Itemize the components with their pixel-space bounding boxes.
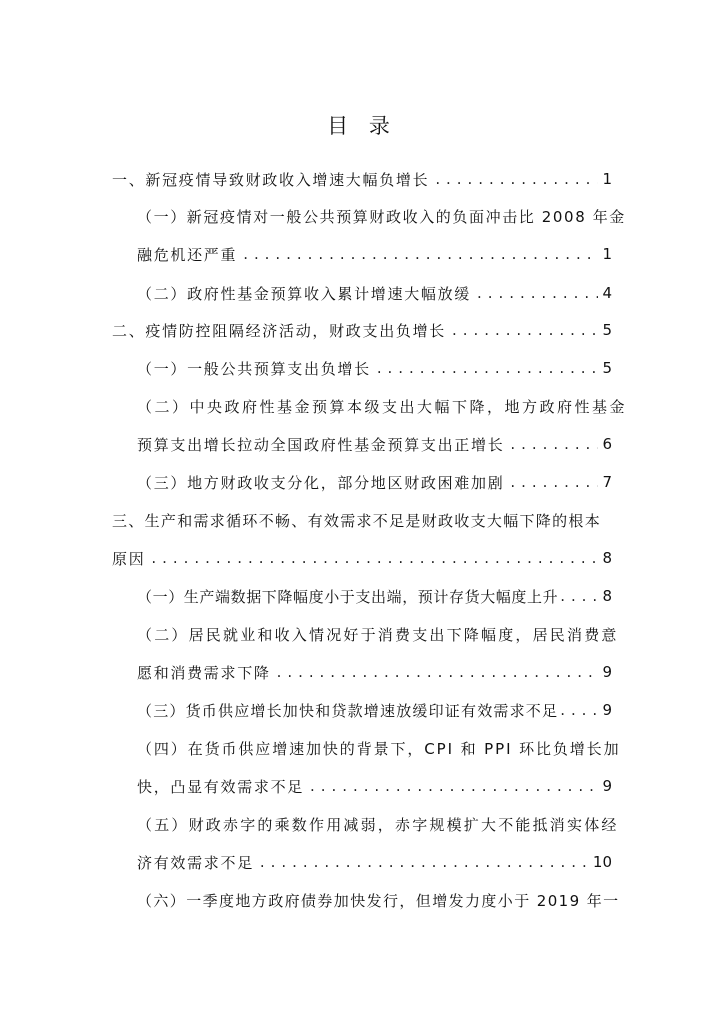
toc-entry-page: 8 <box>602 549 612 567</box>
toc-leader <box>271 663 599 681</box>
toc-entry[interactable] <box>137 888 620 912</box>
toc-entry-text: 原因 <box>112 549 146 568</box>
toc-entry-text: 快，凸显有效需求不足 <box>137 777 305 796</box>
toc-entry-page: 1 <box>602 245 612 263</box>
toc-leader <box>145 549 598 567</box>
toc-entry-page: 7 <box>602 473 612 491</box>
toc-leader <box>237 245 598 263</box>
toc-entry[interactable] <box>137 774 612 798</box>
toc-entry-page: 5 <box>602 359 612 377</box>
toc-entry[interactable] <box>137 356 612 380</box>
toc-entry-text: 二、疫情防控阻隔经济活动，财政支出负增长 <box>112 321 447 340</box>
toc-entry-text: （一）一般公共预算支出负增长 <box>137 359 371 378</box>
toc-entry[interactable] <box>137 394 628 418</box>
toc-entry-page: 5 <box>602 321 612 339</box>
toc-entry-text: （一）新冠疫情对一般公共预算财政收入的负面冲击比 2008 年金 <box>137 207 626 226</box>
toc-leader <box>504 435 598 453</box>
toc-entry[interactable] <box>112 318 612 342</box>
toc-entry[interactable] <box>112 546 612 570</box>
toc-entry[interactable] <box>137 698 612 722</box>
toc-entry[interactable] <box>137 584 612 608</box>
toc-entry-page: 9 <box>602 663 612 681</box>
toc-entry[interactable] <box>137 432 612 456</box>
toc-entry[interactable] <box>137 736 621 760</box>
toc-entry[interactable] <box>137 850 612 874</box>
toc-entry-text: 三、生产和需求循环不畅、有效需求不足是财政收支大幅下降的根本 <box>112 511 602 530</box>
toc-leader <box>254 853 589 871</box>
toc-entry[interactable] <box>137 242 612 266</box>
toc-entry-page: 6 <box>602 435 612 453</box>
toc-entry-text: 一、新冠疫情导致财政收入增速大幅负增长 <box>112 170 430 189</box>
toc-leader <box>304 777 598 795</box>
toc-leader <box>558 587 598 605</box>
toc-entry-page: 8 <box>602 587 612 605</box>
toc-entry[interactable] <box>137 660 612 684</box>
toc-entry-text: （二）居民就业和收入情况好于消费支出下降幅度，居民消费意 <box>137 625 619 644</box>
toc-entry[interactable] <box>137 622 619 646</box>
toc-entry[interactable] <box>137 812 619 836</box>
toc-leader <box>504 473 598 491</box>
toc-entry[interactable] <box>137 204 626 228</box>
toc-entry-page: 9 <box>602 701 612 719</box>
toc-entry-text: 愿和消费需求下降 <box>137 663 271 682</box>
toc-entry-text: （一）生产端数据下降幅度小于支出端，预计存货大幅度上升 <box>137 587 559 606</box>
toc-leader <box>446 321 598 339</box>
toc-entry-text: 融危机还严重 <box>137 245 238 264</box>
toc-entry[interactable] <box>137 470 612 494</box>
toc-entry-page: 9 <box>602 777 612 795</box>
toc-entry-text: （二）政府性基金预算收入累计增速大幅放缓 <box>137 284 472 303</box>
toc-entry-text: （三）地方财政收支分化，部分地区财政困难加剧 <box>137 473 505 492</box>
toc-entry[interactable] <box>112 508 612 532</box>
toc-entry[interactable] <box>137 281 612 305</box>
toc-entry-text: （四）在货币供应增速加快的背景下，CPI 和 PPI 环比负增长加 <box>137 739 621 758</box>
toc-entry-page: 10 <box>592 853 612 871</box>
toc-leader <box>471 284 598 302</box>
toc-entry-text: （二）中央政府性基金预算本级支出大幅下降，地方政府性基金 <box>137 397 628 416</box>
toc-entry-text: 济有效需求不足 <box>137 853 254 872</box>
toc-entry-text: （六）一季度地方政府债券加快发行，但增发力度小于 2019 年一 <box>137 891 620 910</box>
toc-leader <box>429 170 598 188</box>
toc-entry-text: （三）货币供应增长加快和贷款增速放缓印证有效需求不足 <box>137 701 559 720</box>
toc-entry-page: 4 <box>602 284 612 302</box>
toc-entry-text: （五）财政赤字的乘数作用减弱，赤字规模扩大不能抵消实体经 <box>137 815 619 834</box>
toc-entry-page: 1 <box>602 170 612 188</box>
toc-leader <box>558 701 598 719</box>
toc-leader <box>371 359 599 377</box>
toc-entry-text: 预算支出增长拉动全国政府性基金预算支出正增长 <box>137 435 505 454</box>
toc-title: 目 录 <box>327 114 397 138</box>
toc-entry[interactable] <box>112 167 612 191</box>
